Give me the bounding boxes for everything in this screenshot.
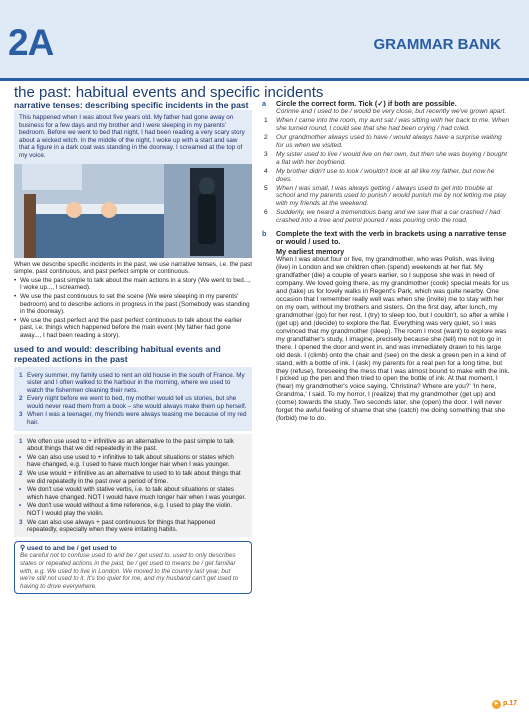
narrative-intro: When we describe specific incidents in the past, we use narrative tenses, i.e. the past simple, past continuous, and past perfect simple or continuous. xyxy=(14,260,253,276)
note-item: We can also use used to + infinitive to talk about situations or states which have changed, e.g. I used to have much longer hair when I was younger. xyxy=(27,453,234,469)
exercise-a-label: a xyxy=(262,99,267,108)
example-1: Every summer, my family used to rent an old house in the south of France. My sister and I often walked to the harbour in the morning, where we used to watch the fishermen cleaning their nets. xyxy=(27,371,245,394)
page-reference[interactable]: ► p.17 xyxy=(493,700,517,707)
exercise-a-item[interactable]: 5 When I was small, I was always getting / always used to get into trouble at school and my parents used to punish / would punish me by not letting me play with my friends at the weekend. xyxy=(264,184,507,208)
note-item: We use would + infinitive as an alternative to used to to talk about things that we did repeatedly in the past over a period of time. xyxy=(27,470,241,485)
illustration-bedroom xyxy=(14,164,252,258)
exercise-a-example[interactable]: Corinne and I used to be / would be very close, but recently we've grown apart. xyxy=(276,107,507,115)
arrow-icon: ► xyxy=(493,701,500,707)
tip-body: Be careful not to confuse used to and be / get used to. used to only describes states or repeated actions in the past, be / get used to means be / get familiar with, e.g. We used to live in London. We moved to the country last year, but we're still not used to it. It's too quiet for me, and my husband can't get used to having to drive everywhere. xyxy=(20,552,239,590)
note-item: We often use used to + infinitive as an alternative to the past simple to talk about things that we did repeatedly in the past. xyxy=(27,437,234,453)
exercise-a-header xyxy=(262,100,510,108)
habitual-rules: 1 We often use used to + infinitive as an alternative to the past simple to talk about things that we did repeatedly in the past. • We can also use used to + infinitive to talk about situations or states which have changed, e.g. I used to have much longer hair when I was younger. 2 We use would + infinitive as an alternative to used to to talk about things that we did repeatedly in the past over a period of time. • We don't use would with stative verbs, i.e. to talk about situations or states which have changed. NOT I would have much longer hair when I was younger. • We don't use would without a time reference, e.g. I used to play the violin. NOT I would play the violin. 3 We can also use always + past continuous for things that happened repeatedly, especially when they were irritating habits. xyxy=(14,434,252,537)
habitual-example-box: 1 Every summer, my family used to rent an old house in the south of France. My sister and I often walked to the harbour in the morning, where we used to watch the fishermen cleaning their nets. 2 Every night before we went to bed, my mother would tell us stories, but she would never read them from a book – she would always make them up herself. 3 When I was a teenager, my friends were always teasing me because of my red hair. xyxy=(14,367,252,431)
note-item: We don't use would without a time reference, e.g. I used to play the violin. NOT I would play the violin. xyxy=(27,502,233,517)
magnifier-icon: ⚲ xyxy=(20,544,27,552)
exercise-b-instructions: Complete the text with the verb in brackets using a narrative tense or would / used to. xyxy=(276,229,507,247)
exercise-b-label: b xyxy=(262,229,267,239)
narrative-rules xyxy=(14,277,252,340)
exercise-a-item[interactable]: 4 My brother didn't use to look / wouldn't look at all like my father, but now he does. xyxy=(264,167,495,183)
rule-item: • We use the past simple to talk about the main actions in a story (We went to bed..., I woke up..., I screamed). xyxy=(14,277,252,292)
note-item: We can also use always + past continuous for things that happened repeatedly, especially when they were irritating habits. xyxy=(27,518,216,534)
header xyxy=(0,0,529,78)
section-title: GRAMMAR BANK xyxy=(373,36,501,53)
exercise-a-item[interactable]: 3 My sister used to live / would live on her own, but then she was buying / bought a flat with her boyfriend. xyxy=(264,150,507,166)
header-rule xyxy=(0,78,529,81)
right-column xyxy=(262,100,510,423)
rule-item: • We use the past perfect and the past perfect continuous to talk about the earlier past, i.e. things which happened before the main event (My father had gone away..., I had been reading a story). xyxy=(14,317,252,340)
exercise-a-instructions: Circle the correct form. Tick (✓) if both are possible. xyxy=(276,99,457,108)
heading-used-to-would: used to and would: describing habitual events and repeated actions in the past xyxy=(14,343,221,364)
unit-number: 2A xyxy=(8,22,54,63)
example-3: When I was a teenager, my friends were always teasing me because of my red hair. xyxy=(27,411,247,427)
tip-box xyxy=(14,541,252,595)
example-2: Every night before we went to bed, my mother would tell us stories, but she would never read them from a book – she would always make them up herself. xyxy=(27,395,247,410)
exercise-a-item[interactable]: 1 When I came into the room, my aunt sat / was sitting with her back to me. When she turned round, I could see that she had been crying / had cried. xyxy=(264,116,510,132)
narrative-example-box: This happened when I was about five years old. My father had gone away on business for a few days and my brother and I were sleeping in my parents' bedroom. Before we went to bed that night, I had been reading a very scary story about a wicked witch. In the middle of the night, I woke up with a start and saw that a figure in a dark coat was standing in the doorway. I screamed at the top of my voice. xyxy=(14,110,252,164)
heading-narrative-tenses: narrative tenses: describing specific incidents in the past xyxy=(14,100,249,110)
exercise-a-item[interactable]: 6 Suddenly, we heard a tremendous bang and we saw that a car crashed / had crashed into a tree and petrol poured / was pouring onto the road. xyxy=(264,209,501,225)
exercise-a-item[interactable]: 2 Our grandmother always used to have / would always have a surprise waiting for us when we visited. xyxy=(264,133,502,149)
note-item: We don't use would with stative verbs, i.e. to talk about situations or states which have changed. NOT I would have much longer hair when I was younger. xyxy=(27,486,247,501)
exercise-b-header xyxy=(262,230,510,246)
story-title: My earliest memory xyxy=(276,247,345,257)
left-column xyxy=(14,100,252,594)
page-title: the past: habitual events and specific incidents xyxy=(14,84,324,101)
tip-title: used to and be / get used to xyxy=(26,544,117,552)
rule-item: • We use the past continuous to set the scene (We were sleeping in my parents' bedroom) and to describe actions in progress in the past (Somebody was standing in the doorway). xyxy=(14,293,252,316)
exercise-b-story xyxy=(262,248,510,423)
story-text[interactable]: When I was about four or five, my grandmother, who was Polish, was living (live) in London and we children often (spend) weekends at her flat. My grandfather (die) a couple of years earlier, so I suppose she was in need of company. We loved going there, as my grandmother (cook) special meals for us and (take) us for lovely walks in Regent's Park, which was quite nearby. One occasion that I remember really well was when she (invite) me to stay with her on my own, without my brothers and sisters. On the first day, after lunch, my grandmother (go) for her rest. I (try) to sleep too, but I couldn't, so after a while I (get up) and (decide) to explore the flat. Everything was very quiet, so I was convinced that my grandmother (sleep). The room I most (want) to explore was my grandfather's study, I imagine, precisely because she (tell) me not to go in there. I opened the door and went in, and was immediately drawn to his large old desk. I (climb) onto the chair and (see) on the desk a green pen in a kind of stand, with a bottle of ink. I (ask) my parents for a real pen for a long time, but they (refuse), foreseeing the mess that I was almost bound to make with the ink. I picked up the pen and then tried to open the bottle of ink. At that moment, I (hear) my grandmother's voice saying, 'Christina? Where are you?' 'In here, Grandma,' I said. To my horror, I (realize) that my grandmother (get up) and (come) towards the study. Two seconds later, she (open) the door. I will never forget the awful feeling of shame that she (catch) me doing something that she (forbid) me to do. xyxy=(276,256,510,423)
